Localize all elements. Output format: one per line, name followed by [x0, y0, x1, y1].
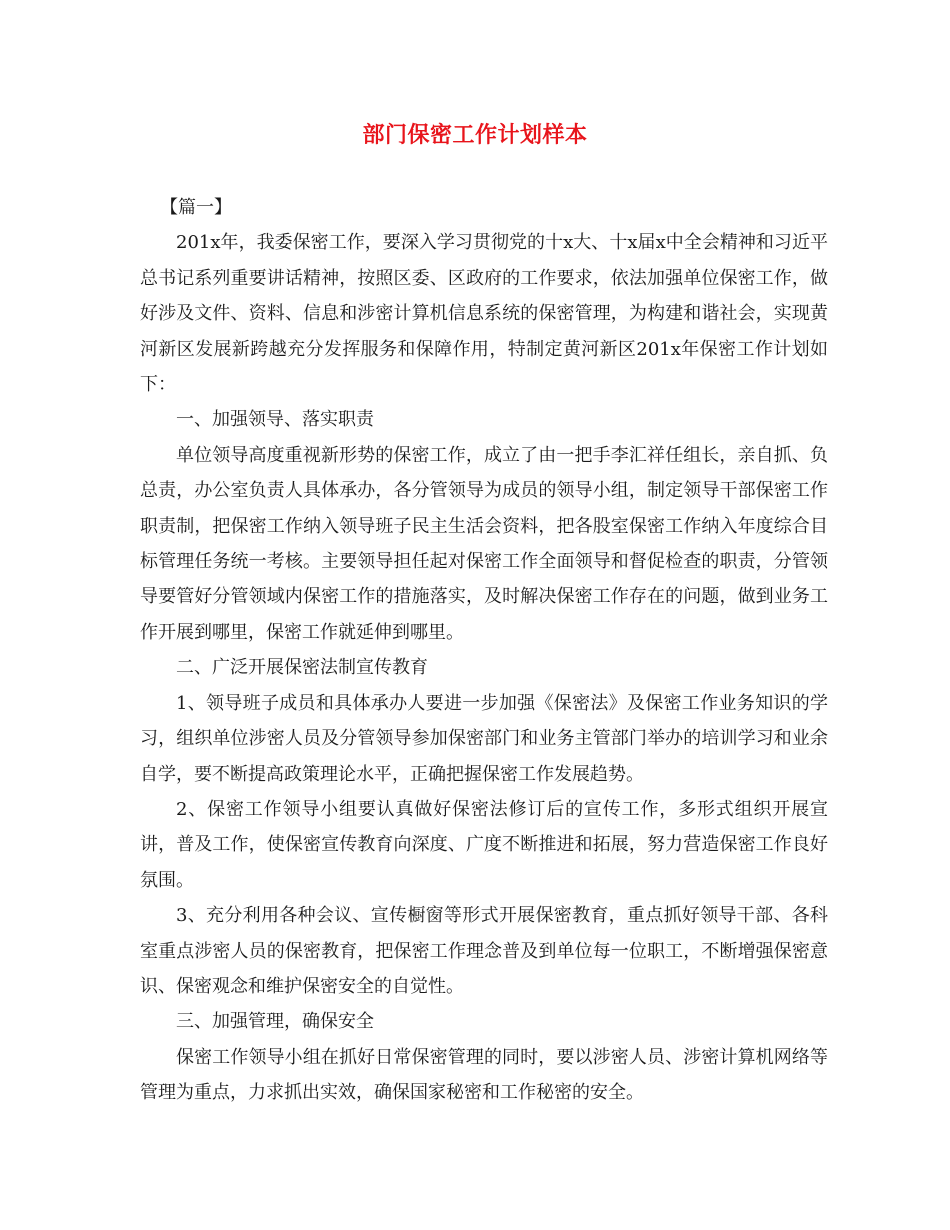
document-title: 部门保密工作计划样本 [362, 122, 588, 148]
list-item-3: 3、充分利用各种会议、宣传橱窗等形式开展保密教育，重点抓好领导干部、各科室重点涉密人员的保密教育，把保密工作理念普及到单位每一位职工，不断增强保密意识、保密观念和维护保密安全的自觉性。 [140, 905, 828, 997]
list-item-1: 1、领导班子成员和具体承办人要进一步加强《保密法》及保密工作业务知识的学习，组织单位涉密人员及分管领导参加保密部门和业务主管部门举办的培训学习和业余自学，要不断提高政策理论水平，正确把握保密工作发展趋势。 [140, 692, 828, 785]
section-heading-1: 一、加强领导、落实职责 [176, 409, 374, 431]
section-heading-2: 二、广泛开展保密法制宣传教育 [176, 657, 428, 679]
section-heading-3: 三、加强管理，确保安全 [176, 1011, 374, 1033]
section-marker: 【篇一】 [160, 197, 232, 218]
list-item-2: 2、保密工作领导小组要认真做好保密法修订后的宣传工作，多形式组织开展宣讲，普及工作，使保密宣传教育向深度、广度不断推进和拓展，努力营造保密工作良好氛围。 [140, 798, 828, 891]
intro-paragraph: 201x年，我委保密工作，要深入学习贯彻党的十x大、十x届x中全会精神和习近平总书记系列重要讲话精神，按照区委、区政府的工作要求，依法加强单位保密工作，做好涉及文件、资料、信息和涉密计算机信息系统的保密管理，为构建和谐社会，实现黄河新区发展新跨越充分发挥服务和保障作用，特制定黄河新区201x年保密工作计划如下： [140, 232, 828, 396]
body-paragraph: 单位领导高度重视新形势的保密工作，成立了由一把手李汇祥任组长，亲自抓、负总责，办公室负责人具体承办，各分管领导为成员的领导小组，制定领导干部保密工作职责制，把保密工作纳入领导班子民主生活会资料，把各股室保密工作纳入年度综合目标管理任务统一考核。主要领导担任起对保密工作全面领导和督促检查的职责，分管领导要管好分管领域内保密工作的措施落实，及时解决保密工作存在的问题，做到业务工作开展到哪里，保密工作就延伸到哪里。 [140, 444, 828, 643]
document-body [140, 190, 828, 1111]
body-paragraph: 保密工作领导小组在抓好日常保密管理的同时，要以涉密人员、涉密计算机网络等管理为重点，力求抓出实效，确保国家秘密和工作秘密的安全。 [140, 1046, 828, 1104]
